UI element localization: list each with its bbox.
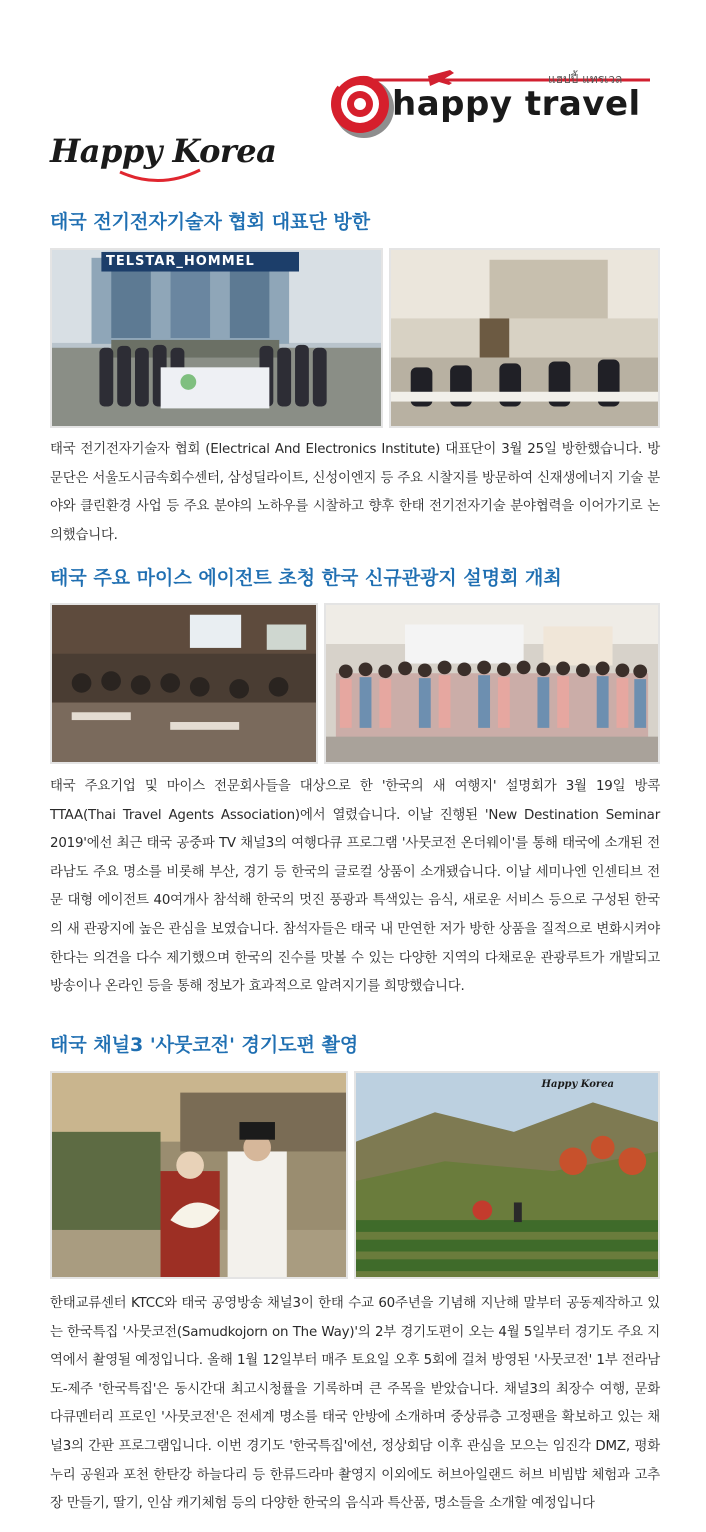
photo-row-2: [50, 603, 660, 764]
happy-travel-wordmark: happy travel: [392, 84, 641, 124]
smile-swoosh-icon: [50, 128, 260, 188]
photo-row-1: [50, 248, 660, 428]
section-body-1: 태국 전기전자기술자 협회 (Electrical And Electronics Institute) 대표단이 3월 25일 방한했습니다. 방문단은 서울도시금속회수센터, 삼성딜라이트, 신성이엔지 등 주요 시찰지를 방문하여 신재생에너지 기술 분야와 클린환경 사업 등 주요 분야의 노하우를 시찰하고 향후 한태 전기전자기술 분야협력을 이어가기로 논의했습니다.: [50, 442, 660, 543]
section-title-1: 태국 전기전자기술자 협회 대표단 방한: [50, 211, 371, 233]
tea-field-landscape-photo: [354, 1071, 660, 1279]
traditional-costume-photo: [50, 1071, 348, 1279]
section-title-3: 태국 채널3 '사뭇코전' 경기도편 촬영: [50, 1034, 359, 1056]
happy-korea-logo: [50, 128, 277, 188]
group-photo-building: [50, 248, 383, 428]
happy-travel-thai-text: แฮปปี้ แทรเวล: [548, 72, 623, 86]
happy-korea-watermark: Happy Korea: [541, 1079, 614, 1090]
section-body-3: 한태교류센터 KTCC와 태국 공영방송 채널3이 한태 수교 60주년을 기념해 지난해 말부터 공동제작하고 있는 한국특집 '사뭇코전(Samudkojorn on The Way)'의 2부 경기도편이 오는 4월 5일부터 경기도 주요 지역에서 촬영될 예정입니다. 올해 1월 12일부터 매주 토요일 오후 5회에 걸쳐 방영된 '사뭇코전' 1부 전라남도-제주 '한국특집'은 동시간대 최고시청률을 기록하며 큰 주목을 받았습니다. 채널3의 최장수 여행, 문화 다큐멘터리 프로인 '사뭇코전'은 전세계 명소를 태국 안방에 소개하며 중상류층 고정팬을 확보하고 있는 채널3의 간판 프로그램입니다. 이번 경기도 '한국특집'에선, 정상회담 이후 관심을 모으는 임진각 DMZ, 평화누리 공원과 포천 한탄강 하늘다리 등 한류드라마 촬영지 이외에도 허브아일랜드 허브 비빔밥 체험과 고추장 만들기, 딸기, 인삼 캐기체험 등의 다양한 한국의 음식과 특산품, 명소들을 소개할 예정입니다: [50, 1296, 660, 1512]
happy-travel-logo: [330, 62, 660, 142]
happy-korea-wordmark: Happy Korea: [50, 132, 277, 170]
photo-row-3: [50, 1071, 660, 1279]
building-sign: TELSTAR_HOMMEL: [106, 254, 255, 269]
seminar-audience-photo: [50, 603, 318, 764]
page-header: [0, 0, 706, 200]
seminar-group-photo: [324, 603, 660, 764]
section-body-2: 태국 주요기업 및 마이스 전문회사들을 대상으로 한 '한국의 새 여행지' 설명회가 3월 19일 방콕 TTAA(Thai Travel Agents Association)에서 열렸습니다. 이날 진행된 'New Destination Seminar 2019'에선 최근 태국 공중파 TV 채널3의 여행다큐 프로그램 '사뭇코전 온더웨이'를 통해 태국에 소개된 전라남도 주요 명소를 비롯해 부산, 경기 등 한국의 글로컬 상품이 소개됐습니다. 이날 세미나엔 인센티브 전문 대형 에이전트 40여개사 참석해 한국의 멋진 풍광과 특색있는 음식, 새로운 서비스 등으로 구성된 한국의 새 관광지에 높은 관심을 보였습니다. 참석자들은 태국 내 만연한 저가 방한 상품을 질적으로 변화시켜야 한다는 의견을 다수 제기했으며 한국의 진수를 맛볼 수 있는 다양한 지역의 다채로운 관광루트가 개발되고 방송이나 온라인 등을 통해 정보가 효과적으로 알려지기를 희망했습니다.: [50, 779, 660, 995]
section-title-2: 태국 주요 마이스 에이전트 초청 한국 신규관광지 설명회 개최: [50, 567, 562, 589]
conference-room-photo: [389, 248, 660, 428]
